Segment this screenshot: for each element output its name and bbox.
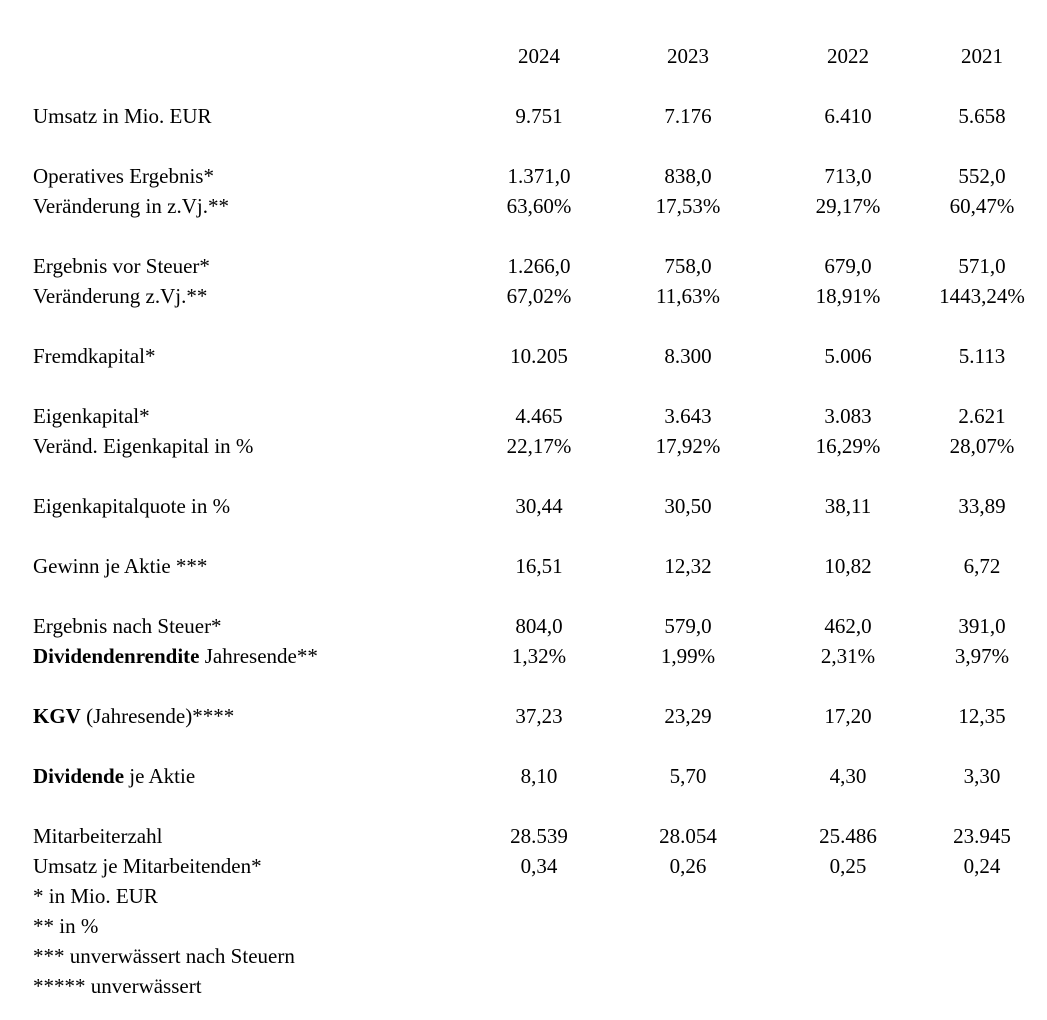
value-cell: 10,82 <box>824 554 872 578</box>
row-label: Ergebnis vor Steuer* <box>33 254 210 278</box>
table-row <box>0 611 1047 641</box>
value-cell: 23.945 <box>953 824 1011 848</box>
value-cell: 37,23 <box>515 704 563 728</box>
value-cell: 579,0 <box>664 614 712 638</box>
value-cell: 38,11 <box>824 494 872 518</box>
value-cell: 16,51 <box>515 554 563 578</box>
value-cell: 3,97% <box>954 644 1010 668</box>
value-cell: 10.205 <box>510 344 568 368</box>
value-cell: 5,70 <box>669 764 707 788</box>
value-cell: 713,0 <box>824 164 872 188</box>
value-cell: 0,26 <box>669 854 707 878</box>
value-cell: 63,60% <box>506 194 572 218</box>
value-cell: 0,25 <box>829 854 867 878</box>
footnote <box>0 971 1047 1001</box>
value-cell: 67,02% <box>506 284 572 308</box>
value-cell: 1,32% <box>511 644 567 668</box>
row-label-rest: (Jahresende)**** <box>80 704 235 728</box>
value-cell: 18,91% <box>815 284 881 308</box>
value-cell: 552,0 <box>958 164 1006 188</box>
footnote <box>0 881 1047 911</box>
row-label <box>33 641 318 671</box>
row-label: Umsatz in Mio. EUR <box>33 104 212 128</box>
table-row <box>0 191 1047 221</box>
row-label <box>33 761 195 791</box>
footnote-text: ** in % <box>33 914 99 938</box>
value-cell: 3,30 <box>963 764 1001 788</box>
year-header: 2021 <box>961 44 1003 68</box>
table-row <box>0 641 1047 671</box>
table-row <box>0 551 1047 581</box>
value-cell: 6,72 <box>963 554 1001 578</box>
value-cell: 28,07% <box>949 434 1015 458</box>
value-cell: 0,24 <box>963 854 1001 878</box>
table-row <box>0 701 1047 731</box>
value-cell: 462,0 <box>824 614 872 638</box>
value-cell: 7.176 <box>664 104 712 128</box>
footnote-text: * in Mio. EUR <box>33 884 158 908</box>
row-label: Ergebnis nach Steuer* <box>33 614 222 638</box>
row-label: Eigenkapitalquote in % <box>33 494 231 518</box>
value-cell: 5.113 <box>958 344 1006 368</box>
value-cell: 25.486 <box>819 824 877 848</box>
row-label: Veränd. Eigenkapital in % <box>33 434 254 458</box>
value-cell: 28.539 <box>510 824 568 848</box>
table-row <box>0 161 1047 191</box>
value-cell: 9.751 <box>515 104 563 128</box>
table-row <box>0 341 1047 371</box>
value-cell: 838,0 <box>664 164 712 188</box>
table-row <box>0 251 1047 281</box>
row-label-bold: Dividende <box>33 764 125 788</box>
footnote <box>0 911 1047 941</box>
footnote <box>0 941 1047 971</box>
value-cell: 1.266,0 <box>507 254 571 278</box>
row-label: Fremdkapital* <box>33 344 156 368</box>
value-cell: 8.300 <box>664 344 712 368</box>
row-label <box>33 701 234 731</box>
year-header: 2023 <box>667 44 709 68</box>
value-cell: 3.643 <box>664 404 712 428</box>
value-cell: 1,99% <box>660 644 716 668</box>
value-cell: 17,20 <box>824 704 872 728</box>
row-label-bold: Dividendenrendite <box>33 644 200 668</box>
row-label: Operatives Ergebnis* <box>33 164 214 188</box>
value-cell: 28.054 <box>659 824 717 848</box>
value-cell: 3.083 <box>824 404 872 428</box>
value-cell: 22,17% <box>506 434 572 458</box>
value-cell: 8,10 <box>520 764 558 788</box>
value-cell: 29,17% <box>815 194 881 218</box>
value-cell: 758,0 <box>664 254 712 278</box>
table-row <box>0 821 1047 851</box>
year-header: 2022 <box>827 44 869 68</box>
value-cell: 4.465 <box>515 404 563 428</box>
value-cell: 60,47% <box>949 194 1015 218</box>
value-cell: 11,63% <box>656 284 720 308</box>
value-cell: 2,31% <box>820 644 876 668</box>
table-row <box>0 431 1047 461</box>
value-cell: 0,34 <box>520 854 558 878</box>
table-row <box>0 491 1047 521</box>
value-cell: 2.621 <box>958 404 1006 428</box>
value-cell: 1443,24% <box>939 284 1025 308</box>
value-cell: 5.006 <box>824 344 872 368</box>
row-label: Eigenkapital* <box>33 404 150 428</box>
value-cell: 391,0 <box>958 614 1006 638</box>
row-label: Gewinn je Aktie *** <box>33 554 208 578</box>
table-row <box>0 851 1047 881</box>
row-label-rest: Jahresende** <box>199 644 318 668</box>
value-cell: 12,35 <box>958 704 1006 728</box>
footnote-text: *** unverwässert nach Steuern <box>33 944 295 968</box>
row-label-bold: KGV <box>33 704 81 728</box>
table-row <box>0 761 1047 791</box>
value-cell: 4,30 <box>829 764 867 788</box>
row-label: Veränderung z.Vj.** <box>33 284 208 308</box>
value-cell: 23,29 <box>664 704 712 728</box>
value-cell: 6.410 <box>824 104 872 128</box>
value-cell: 571,0 <box>958 254 1006 278</box>
row-label-rest: je Aktie <box>124 764 196 788</box>
table-row <box>0 101 1047 131</box>
row-label: Veränderung in z.Vj.** <box>33 194 229 218</box>
value-cell: 679,0 <box>824 254 872 278</box>
year-header: 2024 <box>518 44 560 68</box>
value-cell: 1.371,0 <box>507 164 571 188</box>
value-cell: 30,50 <box>664 494 712 518</box>
value-cell: 30,44 <box>515 494 563 518</box>
table-row <box>0 401 1047 431</box>
row-label: Mitarbeiterzahl <box>33 824 163 848</box>
value-cell: 16,29% <box>815 434 881 458</box>
value-cell: 804,0 <box>515 614 563 638</box>
value-cell: 5.658 <box>958 104 1006 128</box>
table-row <box>0 281 1047 311</box>
value-cell: 17,53% <box>655 194 721 218</box>
value-cell: 17,92% <box>655 434 721 458</box>
year-header-row <box>0 41 1047 71</box>
footnote-text: ***** unverwässert <box>33 974 202 998</box>
value-cell: 12,32 <box>664 554 712 578</box>
row-label: Umsatz je Mitarbeitenden* <box>33 854 262 878</box>
value-cell: 33,89 <box>958 494 1006 518</box>
